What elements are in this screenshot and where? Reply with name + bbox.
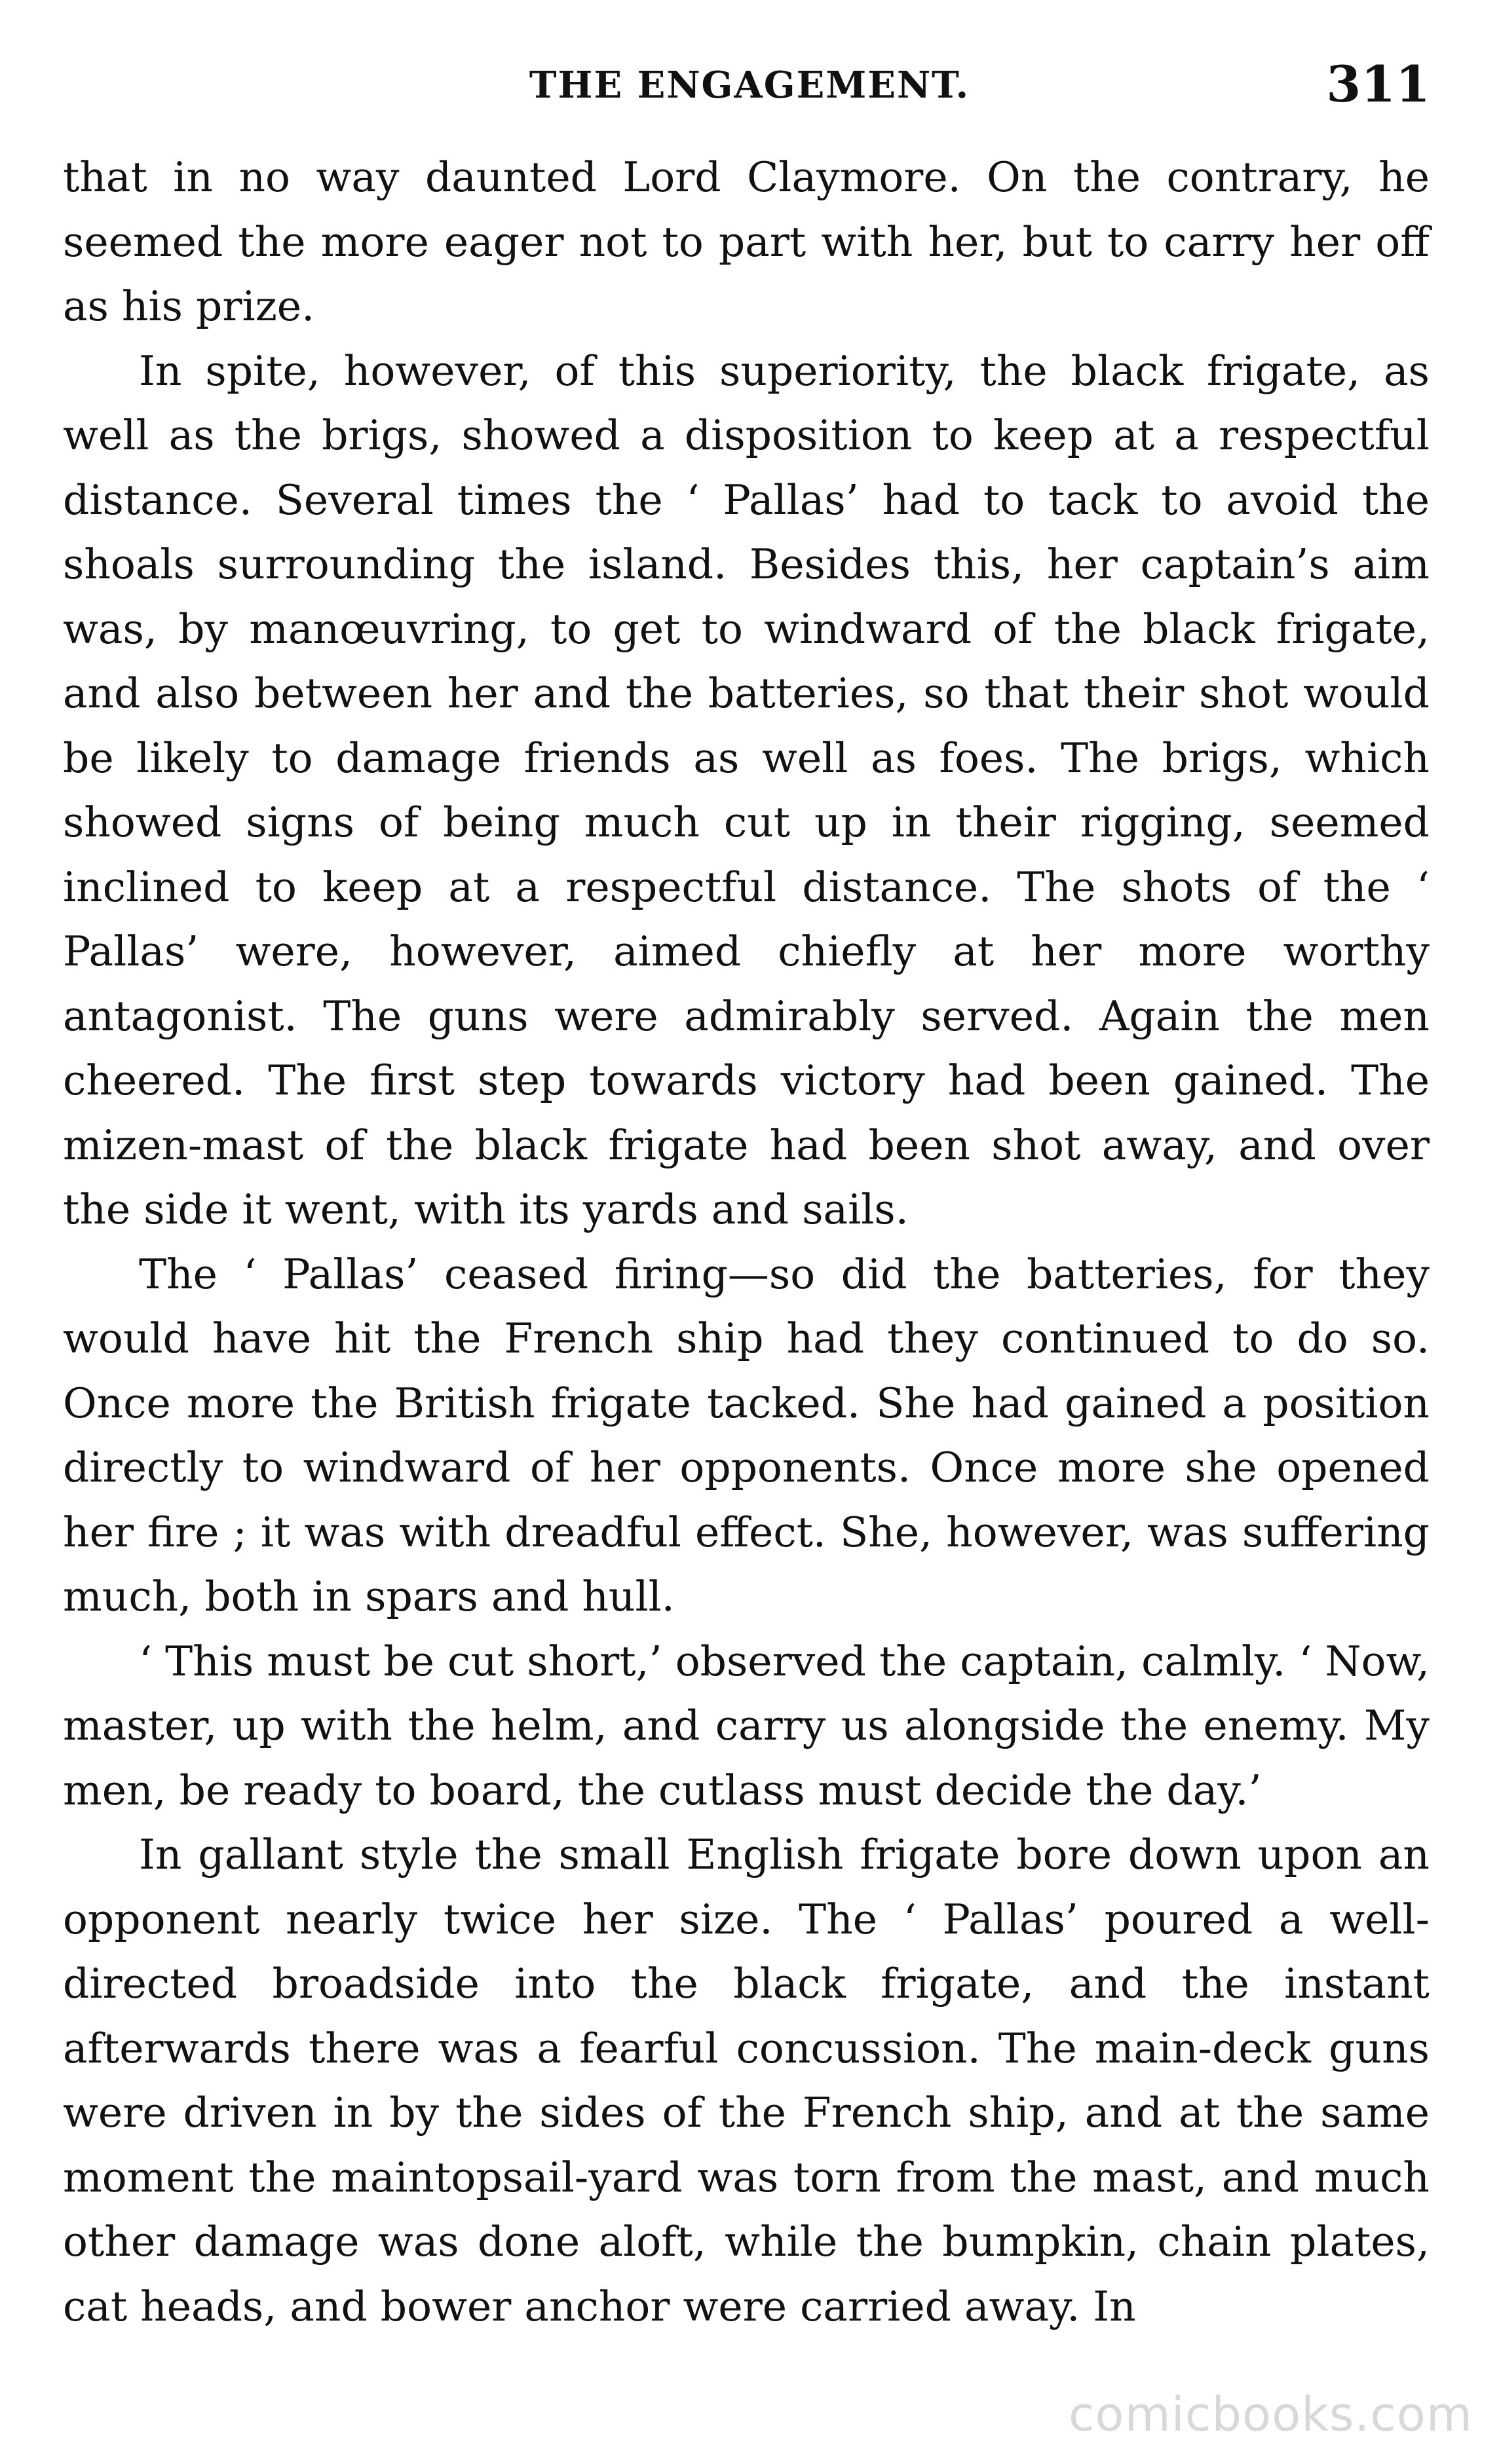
paragraph: In gallant style the small English frigate bore down upon an opponent nearly twice her size. The ‘ Pallas’ poured a well-directed broadside into the black frigate, and the instant afterwards there was a fearful concussion. The main-deck guns were driven in by the sides of the French ship, and at the same moment the maintopsail-yard was torn from the mast, and much other damage was done aloft, while the bumpkin, chain plates, cat heads, and bower anchor were carried away. In xyxy=(63,1831,1430,2330)
watermark: comicbooks.com xyxy=(1068,2387,1473,2442)
paragraph: In spite, however, of this superiority, the black frigate, as well as the brigs, showed a disposition to keep at a respectful distance. Several times the ‘ Pallas’ had to tack to avoid the shoals surrounding the island. Besides this, her captain’s aim was, by manœuvring, to get to windward of the black frigate, and also between her and the batteries, so that their shot would be likely to damage friends as well as foes. The brigs, which showed signs of being much cut up in their rigging, seemed inclined to keep at a respectful distance. The shots of the ‘ Pallas’ were, however, aimed chiefly at her more worthy antagonist. The guns were admirably served. Again the men cheered. The first step towards victory had been gained. The mizen-mast of the black frigate had been shot away, and over the side it went, with its yards and sails. xyxy=(63,346,1430,1233)
body-text xyxy=(63,145,1430,2339)
paragraph: The ‘ Pallas’ ceased firing—so did the batteries, for they would have hit the French ship had they continued to do so. Once more the British frigate tacked. She had gained a position directly to windward of her opponents. Once more she opened her fire ; it was with dreadful effect. She, however, was suffering much, both in spars and hull. xyxy=(63,1250,1430,1620)
paragraph-continuation: that in no way daunted Lord Claymore. On the contrary, he seemed the more eager not to part with her, but to carry her off as his prize. xyxy=(63,153,1430,330)
page-number: 311 xyxy=(1326,55,1430,113)
chapter-title: THE ENGAGEMENT. xyxy=(529,64,970,107)
paragraph: ‘ This must be cut short,’ observed the captain, calmly. ‘ Now, master, up with the helm, and carry us alongside the enemy. My men, be ready to board, the cutlass must decide the day.’ xyxy=(63,1637,1430,1814)
running-head xyxy=(0,56,1499,115)
